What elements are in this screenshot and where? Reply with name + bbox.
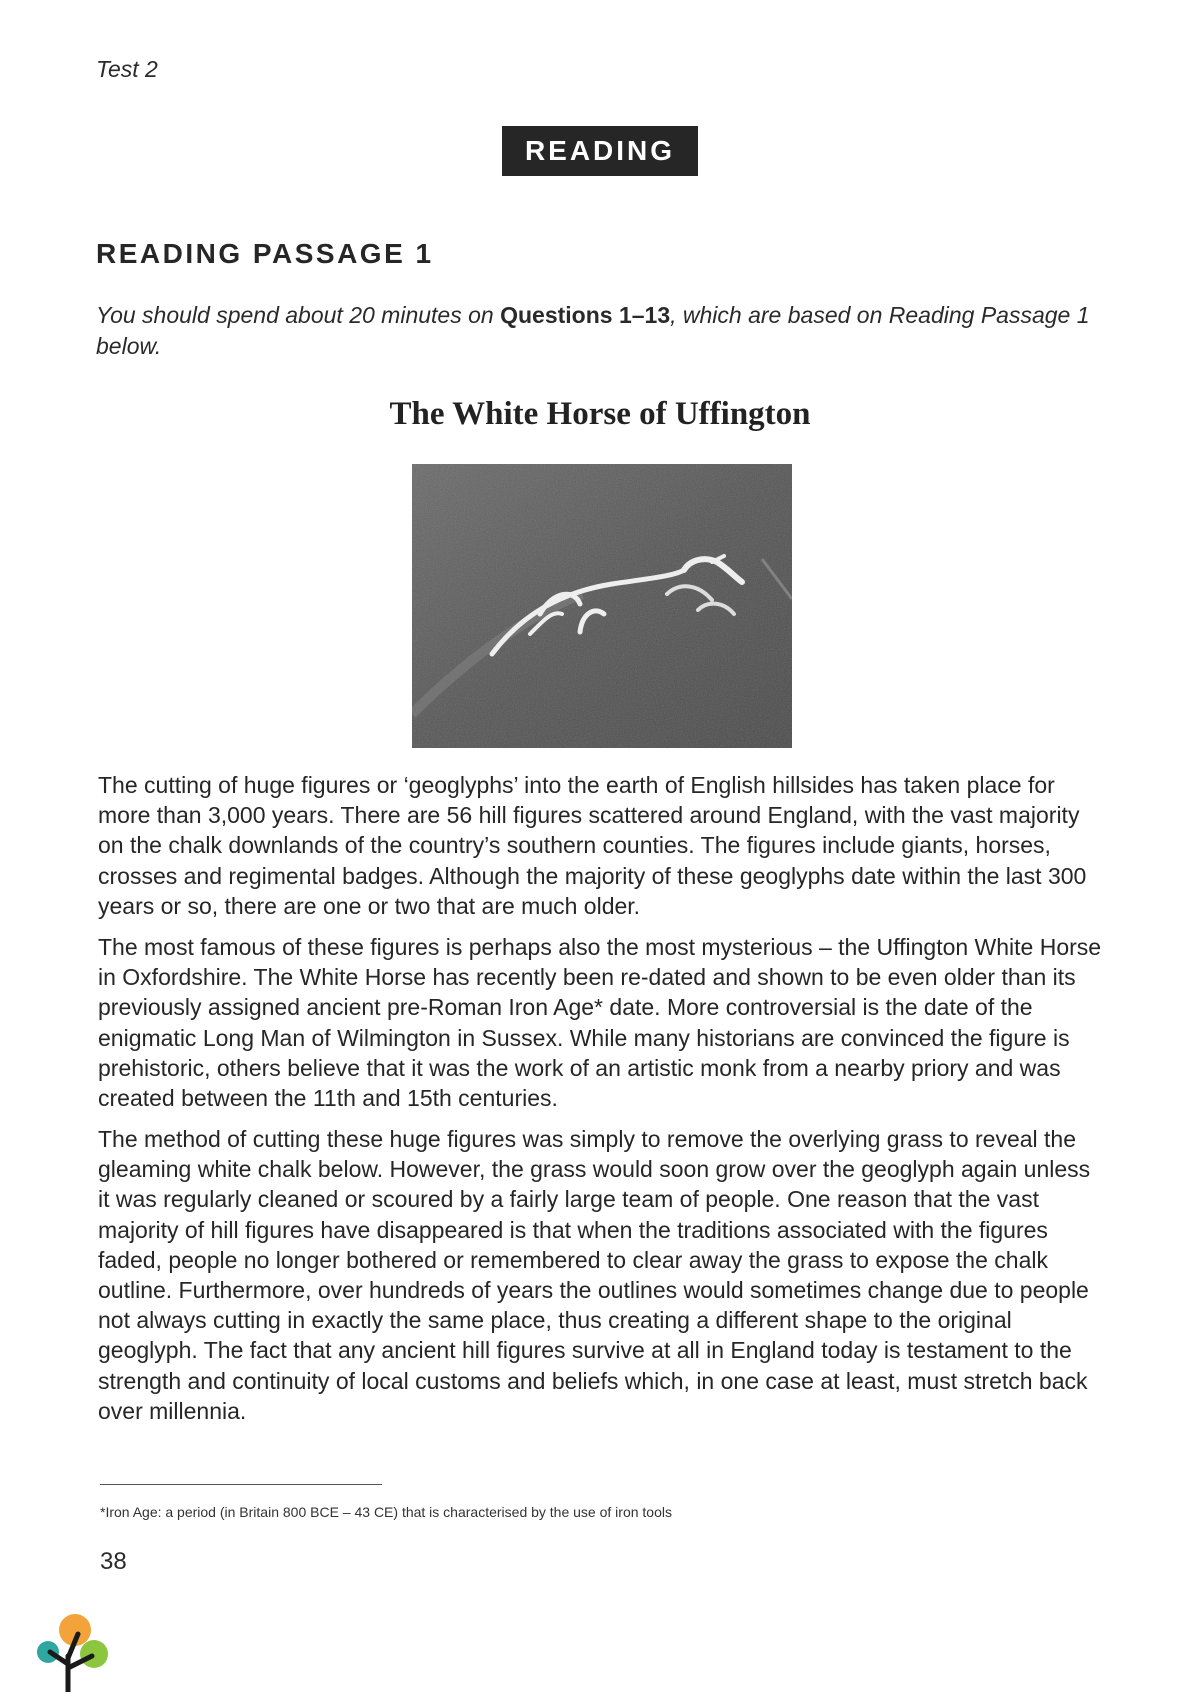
section-banner: READING: [502, 126, 698, 176]
footnote-divider: [100, 1484, 382, 1485]
white-horse-photo: [412, 464, 792, 748]
footnote: *Iron Age: a period (in Britain 800 BCE – 43 CE) that is characterised by the use of iron tools: [100, 1504, 672, 1520]
instruction-text-start: You should spend about 20 minutes on: [96, 302, 501, 328]
tree-logo-icon: [30, 1612, 112, 1692]
instruction-text-end: , which are based on Reading Passage 1 below.: [96, 302, 1090, 359]
tree-logo-icon-graphic: [30, 1612, 112, 1692]
passage-heading: READING PASSAGE 1: [96, 238, 434, 269]
instruction-text: [96, 300, 1106, 362]
white-horse-photo-image: [412, 464, 792, 748]
body-paragraph-1: The cutting of huge figures or ‘geoglyphs’ into the earth of English hillsides has taken place for more than 3,000 years. There are 56 hill figures scattered around England, with the vast majority on the chalk downlands of the country’s southern counties. The figures include giants, horses, crosses and regimental badges. Although the majority of these geoglyphs date within the last 300 years or so, there are one or two that are much older.: [98, 772, 1087, 919]
article-title: The White Horse of Uffington: [389, 396, 811, 432]
body-paragraph-2: The most famous of these figures is perhaps also the most mysterious – the Uffington White Horse in Oxfordshire. The White Horse has recently been re-dated and shown to be even older than its previously assigned ancient pre-Roman Iron Age* date. More controversial is the date of the enigmatic Long Man of Wilmington in Sussex. While many historians are convinced the figure is prehistoric, others believe that it was the work of an artistic monk from a nearby priory and was created between the 11th and 15th centuries.: [98, 934, 1102, 1112]
running-head: Test 2: [96, 56, 158, 82]
instruction-questions: Questions 1–13: [500, 302, 671, 328]
page-number: 38: [100, 1548, 127, 1575]
body-paragraph-3: The method of cutting these huge figures was simply to remove the overlying grass to reveal the gleaming white chalk below. However, the grass would soon grow over the geoglyph again unless it was regularly cleaned or scoured by a fairly large team of people. One reason that the vast majority of hill figures have disappeared is that when the traditions associated with the figures faded, people no longer bothered or remembered to clear away the grass to expose the chalk outline. Furthermore, over hundreds of years the outlines would sometimes change due to people not always cutting in exactly the same place, thus creating a different shape to the original geoglyph. The fact that any ancient hill figures survive at all in England today is testament to the strength and continuity of local customs and beliefs which, in one case at least, must stretch back over millennia.: [98, 1126, 1091, 1424]
